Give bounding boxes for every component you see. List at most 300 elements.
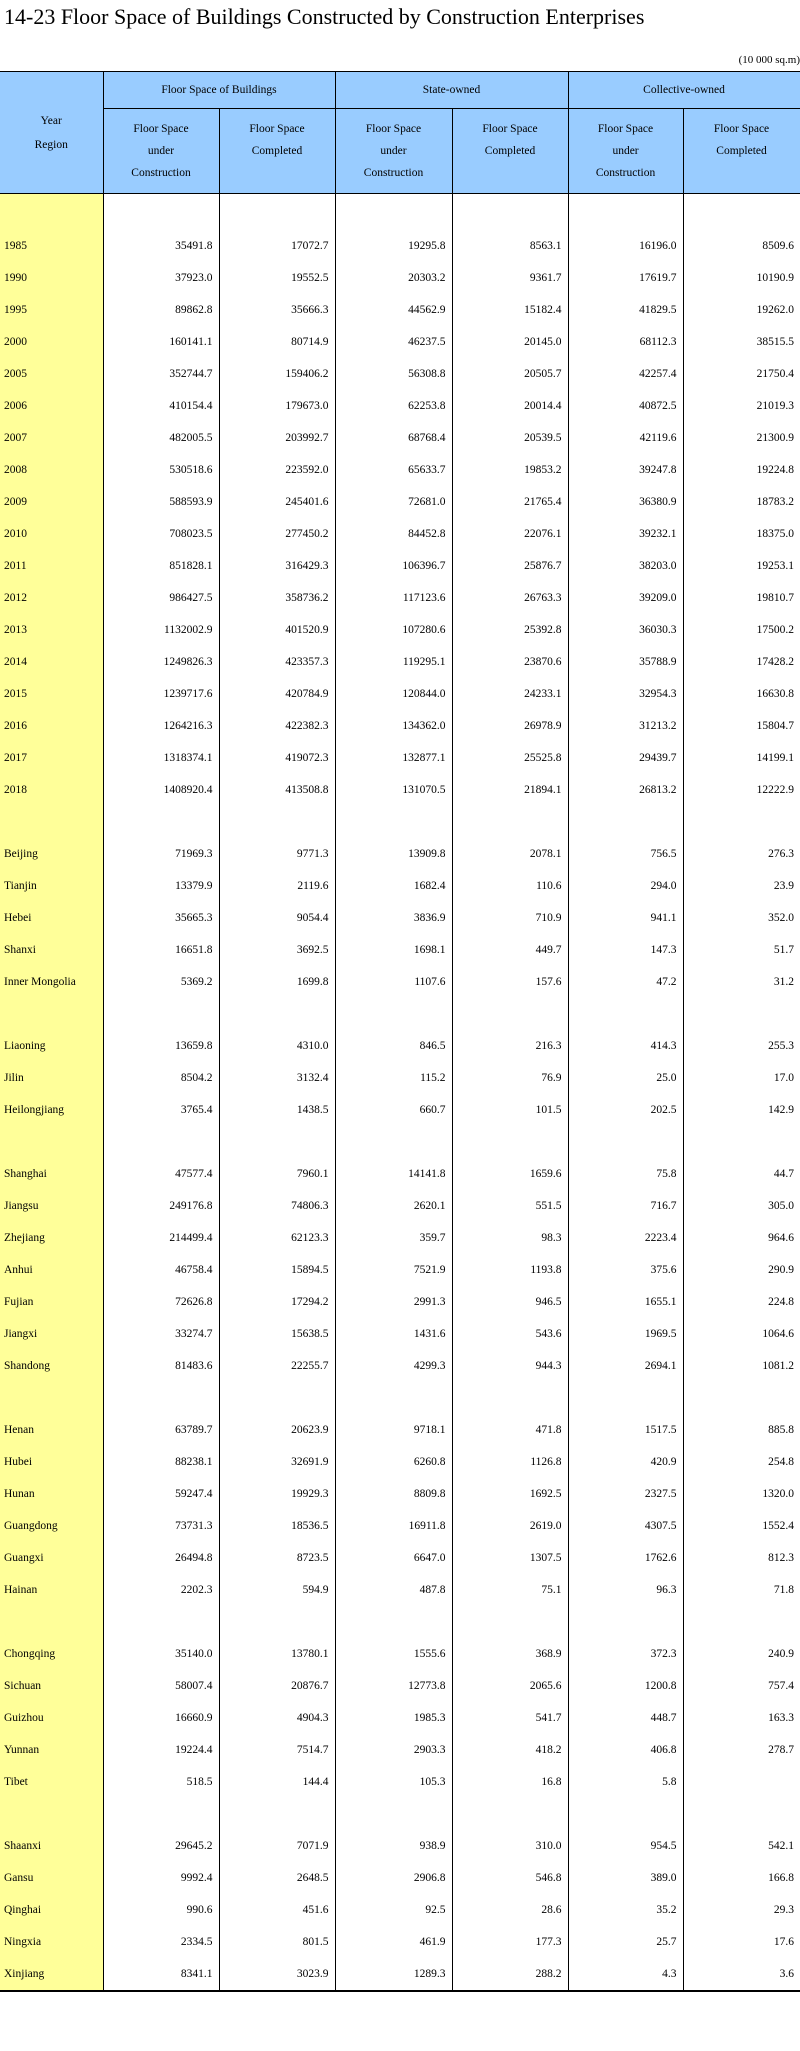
spacer-cell	[0, 1126, 103, 1158]
table-row	[0, 294, 800, 326]
value-cell: 29.3	[683, 1894, 800, 1926]
spacer-cell	[0, 1798, 103, 1830]
value-cell: 22076.1	[452, 518, 568, 550]
table-row	[0, 646, 800, 678]
value-cell: 1698.1	[335, 934, 452, 966]
value-cell: 3132.4	[219, 1062, 335, 1094]
value-cell: 1249826.3	[103, 646, 219, 678]
value-cell: 134362.0	[335, 710, 452, 742]
value-cell: 9054.4	[219, 902, 335, 934]
value-cell: 7521.9	[335, 1254, 452, 1286]
value-cell: 249176.8	[103, 1190, 219, 1222]
table-row	[0, 582, 800, 614]
value-cell: 58007.4	[103, 1670, 219, 1702]
value-cell: 16630.8	[683, 678, 800, 710]
value-cell: 451.6	[219, 1894, 335, 1926]
value-cell: 159406.2	[219, 358, 335, 390]
table-row	[0, 1766, 800, 1798]
value-cell: 21894.1	[452, 774, 568, 806]
value-cell: 986427.5	[103, 582, 219, 614]
spacer-cell	[568, 1126, 683, 1158]
value-cell: 75.8	[568, 1158, 683, 1190]
value-cell: 1193.8	[452, 1254, 568, 1286]
table-row	[0, 230, 800, 262]
value-cell: 17619.7	[568, 262, 683, 294]
table-row	[0, 262, 800, 294]
value-cell: 35666.3	[219, 294, 335, 326]
spacer-cell	[683, 194, 800, 231]
unit-label: (10 000 sq.m)	[738, 54, 800, 66]
spacer-cell	[452, 806, 568, 838]
value-cell: 2327.5	[568, 1478, 683, 1510]
value-cell: 65633.7	[335, 454, 452, 486]
spacer-cell	[219, 1126, 335, 1158]
value-cell: 546.8	[452, 1862, 568, 1894]
spacer-cell	[452, 1798, 568, 1830]
value-cell: 25392.8	[452, 614, 568, 646]
value-cell: 305.0	[683, 1190, 800, 1222]
value-cell: 420.9	[568, 1446, 683, 1478]
value-cell: 422382.3	[219, 710, 335, 742]
row-label: 2013	[0, 614, 103, 646]
row-label: Anhui	[0, 1254, 103, 1286]
spacer-cell	[452, 1126, 568, 1158]
value-cell: 1552.4	[683, 1510, 800, 1542]
value-cell: 131070.5	[335, 774, 452, 806]
value-cell: 38203.0	[568, 550, 683, 582]
value-cell: 240.9	[683, 1638, 800, 1670]
value-cell: 120844.0	[335, 678, 452, 710]
value-cell: 290.9	[683, 1254, 800, 1286]
value-cell: 18536.5	[219, 1510, 335, 1542]
value-cell: 62123.3	[219, 1222, 335, 1254]
value-cell: 8504.2	[103, 1062, 219, 1094]
value-cell: 418.2	[452, 1734, 568, 1766]
data-table-frame	[0, 71, 800, 1992]
value-cell: 1107.6	[335, 966, 452, 998]
value-cell: 22255.7	[219, 1350, 335, 1382]
value-cell: 16911.8	[335, 1510, 452, 1542]
value-cell: 542.1	[683, 1830, 800, 1862]
value-cell: 132877.1	[335, 742, 452, 774]
header-year-region	[0, 72, 103, 194]
row-label: Hainan	[0, 1574, 103, 1606]
spacer-row	[0, 1798, 800, 1830]
value-cell: 487.8	[335, 1574, 452, 1606]
value-cell: 389.0	[568, 1862, 683, 1894]
value-cell: 4307.5	[568, 1510, 683, 1542]
spacer-cell	[0, 194, 103, 231]
value-cell: 98.3	[452, 1222, 568, 1254]
value-cell: 2620.1	[335, 1190, 452, 1222]
row-label: Fujian	[0, 1286, 103, 1318]
value-cell: 25525.8	[452, 742, 568, 774]
table-row	[0, 838, 800, 870]
value-cell: 36380.9	[568, 486, 683, 518]
spacer-cell	[103, 1382, 219, 1414]
row-label: Tibet	[0, 1766, 103, 1798]
value-cell: 1064.6	[683, 1318, 800, 1350]
row-label: Heilongjiang	[0, 1094, 103, 1126]
value-cell: 423357.3	[219, 646, 335, 678]
spacer-row	[0, 1382, 800, 1414]
table-header	[0, 72, 800, 194]
value-cell: 216.3	[452, 1030, 568, 1062]
value-cell: 588593.9	[103, 486, 219, 518]
value-cell: 3692.5	[219, 934, 335, 966]
row-label: Jilin	[0, 1062, 103, 1094]
value-cell: 19262.0	[683, 294, 800, 326]
row-label: Liaoning	[0, 1030, 103, 1062]
value-cell: 26763.3	[452, 582, 568, 614]
value-cell: 1320.0	[683, 1478, 800, 1510]
value-cell: 541.7	[452, 1702, 568, 1734]
value-cell: 119295.1	[335, 646, 452, 678]
value-cell: 17072.7	[219, 230, 335, 262]
value-cell: 40872.5	[568, 390, 683, 422]
value-cell: 47.2	[568, 966, 683, 998]
spacer-cell	[683, 1798, 800, 1830]
value-cell: 160141.1	[103, 326, 219, 358]
page-title: 14-23 Floor Space of Buildings Constructed by Construction Enterprises	[4, 4, 645, 29]
spacer-row	[0, 194, 800, 231]
value-cell: 7960.1	[219, 1158, 335, 1190]
value-cell: 26813.2	[568, 774, 683, 806]
row-label: Tianjin	[0, 870, 103, 902]
value-cell: 13659.8	[103, 1030, 219, 1062]
value-cell: 254.8	[683, 1446, 800, 1478]
header-under-construction: Floor Space under Construction	[335, 109, 452, 194]
row-label: 2016	[0, 710, 103, 742]
value-cell: 32954.3	[568, 678, 683, 710]
value-cell: 76.9	[452, 1062, 568, 1094]
value-cell: 166.8	[683, 1862, 800, 1894]
header-region: Region	[34, 138, 68, 151]
table-row	[0, 1958, 800, 1991]
value-cell: 1762.6	[568, 1542, 683, 1574]
row-label: 2014	[0, 646, 103, 678]
spacer-cell	[683, 1606, 800, 1638]
value-cell: 89862.8	[103, 294, 219, 326]
value-cell: 157.6	[452, 966, 568, 998]
value-cell: 51.7	[683, 934, 800, 966]
value-cell: 401520.9	[219, 614, 335, 646]
value-cell: 25.0	[568, 1062, 683, 1094]
value-cell: 110.6	[452, 870, 568, 902]
table-row	[0, 1702, 800, 1734]
value-cell: 1081.2	[683, 1350, 800, 1382]
spacer-cell	[568, 1382, 683, 1414]
value-cell: 2991.3	[335, 1286, 452, 1318]
header-group-state: State-owned	[335, 72, 568, 109]
value-cell: 5.8	[568, 1766, 683, 1798]
spacer-cell	[219, 806, 335, 838]
table-row	[0, 1734, 800, 1766]
row-label: Hunan	[0, 1478, 103, 1510]
value-cell: 19552.5	[219, 262, 335, 294]
table-row	[0, 1350, 800, 1382]
table-row	[0, 1926, 800, 1958]
value-cell: 71969.3	[103, 838, 219, 870]
spacer-row	[0, 998, 800, 1030]
value-cell: 1692.5	[452, 1478, 568, 1510]
table-body	[0, 194, 800, 1992]
value-cell: 6260.8	[335, 1446, 452, 1478]
value-cell: 19253.1	[683, 550, 800, 582]
value-cell: 12222.9	[683, 774, 800, 806]
table-row	[0, 1542, 800, 1574]
value-cell: 71.8	[683, 1574, 800, 1606]
value-cell: 42119.6	[568, 422, 683, 454]
value-cell: 358736.2	[219, 582, 335, 614]
value-cell: 26494.8	[103, 1542, 219, 1574]
value-cell: 1431.6	[335, 1318, 452, 1350]
table-row	[0, 518, 800, 550]
value-cell: 177.3	[452, 1926, 568, 1958]
row-label: Shanghai	[0, 1158, 103, 1190]
value-cell: 107280.6	[335, 614, 452, 646]
value-cell: 33274.7	[103, 1318, 219, 1350]
value-cell: 420784.9	[219, 678, 335, 710]
value-cell: 530518.6	[103, 454, 219, 486]
value-cell: 105.3	[335, 1766, 452, 1798]
value-cell: 20145.0	[452, 326, 568, 358]
spacer-cell	[683, 1126, 800, 1158]
value-cell: 163.3	[683, 1702, 800, 1734]
header-under-construction: Floor Space under Construction	[103, 109, 219, 194]
table-row	[0, 550, 800, 582]
row-label: Hubei	[0, 1446, 103, 1478]
data-table	[0, 71, 800, 1992]
table-row	[0, 1446, 800, 1478]
table-row	[0, 1286, 800, 1318]
spacer-cell	[103, 1606, 219, 1638]
value-cell: 92.5	[335, 1894, 452, 1926]
value-cell: 38515.5	[683, 326, 800, 358]
value-cell: 1239717.6	[103, 678, 219, 710]
value-cell: 946.5	[452, 1286, 568, 1318]
table-row	[0, 1318, 800, 1350]
row-label: Henan	[0, 1414, 103, 1446]
value-cell: 68768.4	[335, 422, 452, 454]
value-cell: 414.3	[568, 1030, 683, 1062]
value-cell: 47577.4	[103, 1158, 219, 1190]
value-cell: 16196.0	[568, 230, 683, 262]
value-cell: 41829.5	[568, 294, 683, 326]
value-cell: 448.7	[568, 1702, 683, 1734]
spacer-cell	[335, 1606, 452, 1638]
value-cell: 19224.4	[103, 1734, 219, 1766]
value-cell: 13909.8	[335, 838, 452, 870]
value-cell: 1438.5	[219, 1094, 335, 1126]
value-cell: 710.9	[452, 902, 568, 934]
value-cell: 19810.7	[683, 582, 800, 614]
spacer-cell	[335, 194, 452, 231]
value-cell: 964.6	[683, 1222, 800, 1254]
spacer-cell	[568, 1606, 683, 1638]
value-cell: 8723.5	[219, 1542, 335, 1574]
value-cell: 214499.4	[103, 1222, 219, 1254]
value-cell: 4299.3	[335, 1350, 452, 1382]
value-cell: 9771.3	[219, 838, 335, 870]
value-cell: 2619.0	[452, 1510, 568, 1542]
value-cell: 46237.5	[335, 326, 452, 358]
row-label: Ningxia	[0, 1926, 103, 1958]
row-label: 1990	[0, 262, 103, 294]
value-cell: 5369.2	[103, 966, 219, 998]
spacer-cell	[568, 998, 683, 1030]
value-cell: 19853.2	[452, 454, 568, 486]
value-cell: 21765.4	[452, 486, 568, 518]
spacer-cell	[683, 1382, 800, 1414]
spacer-cell	[335, 1798, 452, 1830]
value-cell: 716.7	[568, 1190, 683, 1222]
value-cell: 16.8	[452, 1766, 568, 1798]
row-label: 2000	[0, 326, 103, 358]
value-cell: 117123.6	[335, 582, 452, 614]
spacer-cell	[452, 1382, 568, 1414]
value-cell: 2906.8	[335, 1862, 452, 1894]
value-cell: 938.9	[335, 1830, 452, 1862]
value-cell: 660.7	[335, 1094, 452, 1126]
value-cell: 19224.8	[683, 454, 800, 486]
header-completed: Floor Space Completed	[219, 109, 335, 194]
value-cell: 352.0	[683, 902, 800, 934]
spacer-cell	[103, 1126, 219, 1158]
value-cell: 449.7	[452, 934, 568, 966]
value-cell: 73731.3	[103, 1510, 219, 1542]
spacer-cell	[219, 998, 335, 1030]
table-row	[0, 1670, 800, 1702]
row-label: Beijing	[0, 838, 103, 870]
spacer-cell	[568, 194, 683, 231]
value-cell: 1555.6	[335, 1638, 452, 1670]
value-cell: 7071.9	[219, 1830, 335, 1862]
value-cell: 846.5	[335, 1030, 452, 1062]
row-label: Guizhou	[0, 1702, 103, 1734]
value-cell: 3.6	[683, 1958, 800, 1991]
table-row	[0, 486, 800, 518]
value-cell: 4.3	[568, 1958, 683, 1991]
value-cell: 74806.3	[219, 1190, 335, 1222]
table-row	[0, 710, 800, 742]
row-label: Jiangsu	[0, 1190, 103, 1222]
value-cell: 35.2	[568, 1894, 683, 1926]
value-cell: 277450.2	[219, 518, 335, 550]
value-cell: 15804.7	[683, 710, 800, 742]
spacer-cell	[0, 1382, 103, 1414]
table-row	[0, 1638, 800, 1670]
spacer-cell	[103, 806, 219, 838]
value-cell: 1969.5	[568, 1318, 683, 1350]
row-label: 2009	[0, 486, 103, 518]
value-cell: 59247.4	[103, 1478, 219, 1510]
value-cell: 551.5	[452, 1190, 568, 1222]
table-row	[0, 966, 800, 998]
value-cell: 9718.1	[335, 1414, 452, 1446]
value-cell: 14141.8	[335, 1158, 452, 1190]
table-row	[0, 358, 800, 390]
table-row	[0, 614, 800, 646]
row-label: Qinghai	[0, 1894, 103, 1926]
value-cell: 1126.8	[452, 1446, 568, 1478]
row-label: 1995	[0, 294, 103, 326]
value-cell: 17.0	[683, 1062, 800, 1094]
table-row	[0, 1254, 800, 1286]
row-label: Guangxi	[0, 1542, 103, 1574]
value-cell: 941.1	[568, 902, 683, 934]
value-cell: 20014.4	[452, 390, 568, 422]
table-row	[0, 742, 800, 774]
value-cell: 31.2	[683, 966, 800, 998]
table-row	[0, 902, 800, 934]
row-label: 2006	[0, 390, 103, 422]
value-cell: 13379.9	[103, 870, 219, 902]
spacer-cell	[335, 1126, 452, 1158]
value-cell: 37923.0	[103, 262, 219, 294]
value-cell: 44.7	[683, 1158, 800, 1190]
row-label: 2007	[0, 422, 103, 454]
table-row	[0, 1062, 800, 1094]
value-cell: 63789.7	[103, 1414, 219, 1446]
table-row	[0, 678, 800, 710]
value-cell: 3836.9	[335, 902, 452, 934]
value-cell: 36030.3	[568, 614, 683, 646]
value-cell: 368.9	[452, 1638, 568, 1670]
row-label: 2008	[0, 454, 103, 486]
value-cell: 3023.9	[219, 1958, 335, 1991]
table-row	[0, 934, 800, 966]
table-row	[0, 1190, 800, 1222]
value-cell: 68112.3	[568, 326, 683, 358]
value-cell: 32691.9	[219, 1446, 335, 1478]
value-cell: 80714.9	[219, 326, 335, 358]
value-cell: 255.3	[683, 1030, 800, 1062]
value-cell: 25.7	[568, 1926, 683, 1958]
value-cell: 471.8	[452, 1414, 568, 1446]
value-cell: 288.2	[452, 1958, 568, 1991]
value-cell: 31213.2	[568, 710, 683, 742]
value-cell: 8341.1	[103, 1958, 219, 1991]
value-cell: 2694.1	[568, 1350, 683, 1382]
spacer-cell	[568, 806, 683, 838]
row-label: Guangdong	[0, 1510, 103, 1542]
spacer-cell	[103, 998, 219, 1030]
value-cell: 1264216.3	[103, 710, 219, 742]
header-under-construction: Floor Space under Construction	[568, 109, 683, 194]
value-cell: 13780.1	[219, 1638, 335, 1670]
value-cell: 2078.1	[452, 838, 568, 870]
value-cell: 885.8	[683, 1414, 800, 1446]
row-label: 2018	[0, 774, 103, 806]
value-cell: 851828.1	[103, 550, 219, 582]
value-cell: 21300.9	[683, 422, 800, 454]
value-cell: 81483.6	[103, 1350, 219, 1382]
table-row	[0, 1830, 800, 1862]
table-row	[0, 870, 800, 902]
value-cell: 8563.1	[452, 230, 568, 262]
row-label: Inner Mongolia	[0, 966, 103, 998]
row-label: Xinjiang	[0, 1958, 103, 1991]
value-cell: 21750.4	[683, 358, 800, 390]
value-cell: 15638.5	[219, 1318, 335, 1350]
value-cell: 352744.7	[103, 358, 219, 390]
value-cell: 179673.0	[219, 390, 335, 422]
spacer-cell	[103, 1798, 219, 1830]
value-cell: 144.4	[219, 1766, 335, 1798]
value-cell: 2334.5	[103, 1926, 219, 1958]
value-cell: 223592.0	[219, 454, 335, 486]
